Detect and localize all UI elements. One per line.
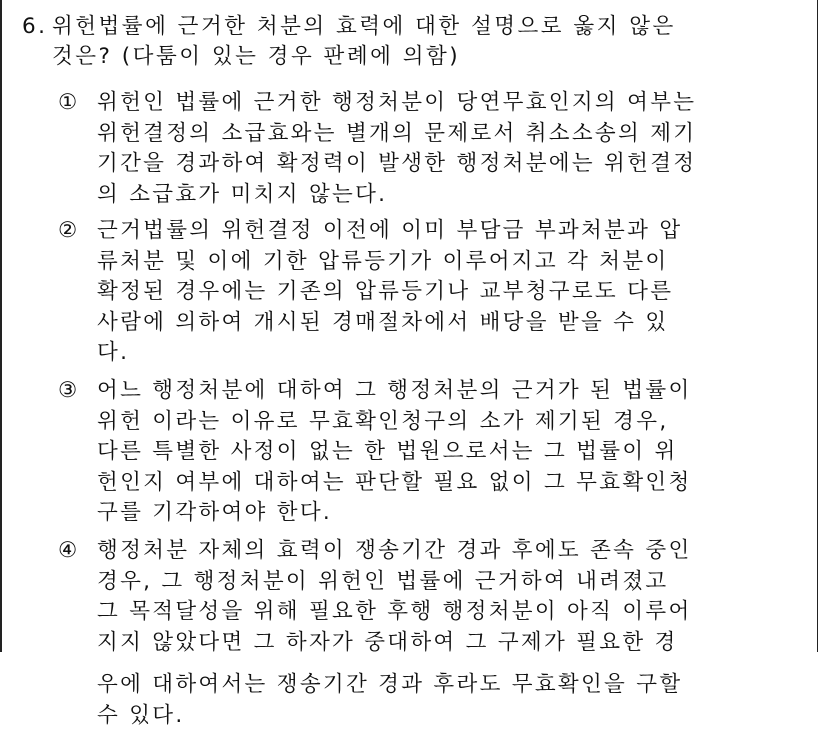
option-2-line: 류처분 및 이에 기한 압류등기가 이루어지고 각 처분이 <box>97 248 669 274</box>
option-4[interactable] <box>58 536 768 658</box>
option-1-line: 위헌결정의 소급효와는 별개의 문제로서 취소소송의 제기 <box>97 120 697 146</box>
option-3-line: 헌인지 여부에 대하여는 판단할 필요 없이 그 무효확인청 <box>97 469 692 495</box>
option-2-line: 사람에 의하여 개시된 경매절차에서 배당을 받을 수 있 <box>97 309 669 335</box>
option-3-line: 어느 행정처분에 대하여 그 행정처분의 근거가 된 법률이 <box>97 378 692 403</box>
option-2-marker: ② <box>58 218 80 243</box>
option-4-continuation <box>58 670 768 731</box>
option-3[interactable] <box>58 376 768 529</box>
option-1[interactable] <box>58 88 768 210</box>
option-4-line: 행정처분 자체의 효력이 쟁송기간 경과 후에도 존속 중인 <box>97 538 692 563</box>
page-right-border <box>817 0 819 652</box>
option-1-marker: ① <box>58 90 80 115</box>
option-2-line: 근거법률의 위헌결정 이전에 이미 부담금 부과처분과 압 <box>97 218 683 243</box>
option-2-line: 확정된 경우에는 기존의 압류등기나 교부청구로도 다른 <box>97 279 674 304</box>
option-2[interactable] <box>58 216 768 369</box>
option-3-line: 구를 기각하여야 한다. <box>97 500 333 525</box>
option-3-line: 위헌 이라는 이유로 무효확인청구의 소가 제기된 경우, <box>97 408 669 434</box>
page-left-border <box>0 0 2 652</box>
question-stem <box>22 12 792 72</box>
option-4-line: 그 목적달성을 위해 필요한 후행 행정처분이 아직 이루어 <box>97 599 692 624</box>
option-4-continuation-line: 수 있다. <box>97 702 185 728</box>
option-1-line: 위헌인 법률에 근거한 행정처분이 당연무효인지의 여부는 <box>97 90 697 115</box>
question-text-line-2: 것은? (다툼이 있는 경우 판례에 의함) <box>52 44 461 69</box>
question-text-line-1: 위헌법률에 근거한 처분의 효력에 대한 설명으로 옳지 않은 <box>52 14 676 39</box>
option-4-marker: ④ <box>58 538 80 563</box>
option-4-line: 경우, 그 행정처분이 위헌인 법률에 근거하여 내려졌고 <box>97 568 669 594</box>
option-4-line: 지지 않았다면 그 하자가 중대하여 그 구제가 필요한 경 <box>97 629 678 655</box>
option-4-continuation-line: 우에 대하여서는 쟁송기간 경과 후라도 무효확인을 구할 <box>97 672 683 697</box>
option-3-line: 다른 특별한 사정이 없는 한 법원으로서는 그 법률이 위 <box>97 439 678 464</box>
option-2-line: 다. <box>97 340 130 365</box>
option-3-marker: ③ <box>58 378 80 403</box>
option-1-line: 기간을 경과하여 확정력이 발생한 행정처분에는 위헌결정 <box>97 151 697 176</box>
option-1-line: 의 소급효가 미치지 않는다. <box>97 181 388 207</box>
question-number: 6. <box>22 14 48 39</box>
